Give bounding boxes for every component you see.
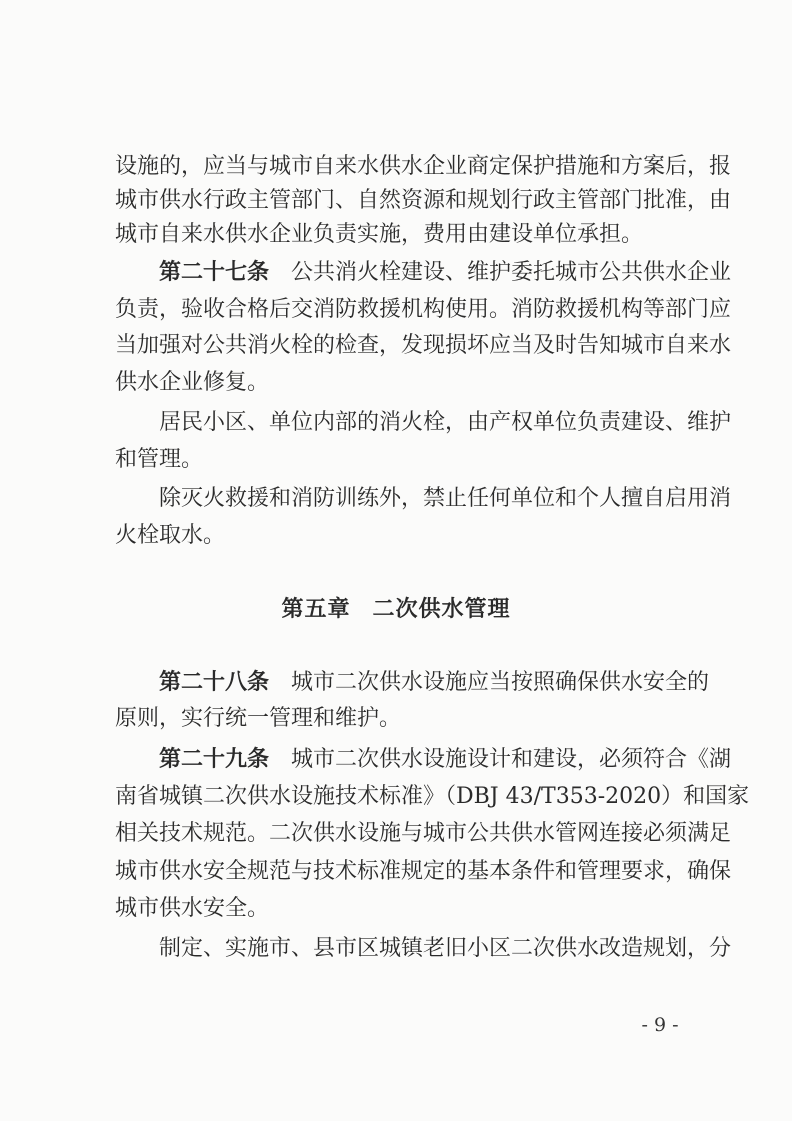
article-29-text: 城市二次供水设施设计和建设，必须符合《湖	[291, 747, 732, 772]
article-27-label: 第二十七条	[159, 260, 270, 285]
text-line: 相关技术规范。二次供水设施与城市公共供水管网连接必须满足	[115, 821, 732, 846]
article-28-text: 城市二次供水设施应当按照确保供水安全的	[291, 670, 710, 695]
text-line: 制定、实施市、县市区城镇老旧小区二次供水改造规划，分	[159, 936, 732, 961]
article-29-first-line	[159, 743, 732, 777]
article-28-first-line	[159, 666, 710, 700]
text-line: 原则，实行统一管理和维护。	[115, 706, 402, 731]
text-line: 居民小区、单位内部的消火栓，由产权单位负责建设、维护	[159, 410, 732, 435]
chapter-number: 第五章	[281, 597, 351, 622]
text-line: 供水企业修复。	[115, 370, 270, 395]
text-line: 南省城镇二次供水设施技术标准》（DBJ 43/T353-2020）和国家	[115, 784, 750, 809]
text-line: 城市供水安全。	[115, 896, 270, 921]
text-line: 城市供水行政主管部门、自然资源和规划行政主管部门批准，由	[115, 188, 732, 213]
text-line: 除灭火救援和消防训练外，禁止任何单位和个人擅自启用消	[159, 486, 732, 511]
article-27-first-line	[159, 256, 732, 290]
text-line: 城市自来水供水企业负责实施，费用由建设单位承担。	[115, 222, 644, 247]
chapter-heading	[0, 593, 792, 627]
text-line: 和管理。	[115, 447, 204, 472]
text-line: 当加强对公共消火栓的检查，发现损坏应当及时告知城市自来水	[115, 333, 732, 358]
article-29-label: 第二十九条	[159, 747, 270, 772]
article-28-label: 第二十八条	[159, 670, 270, 695]
text-line: 火栓取水。	[115, 523, 226, 548]
text-line: 负责，验收合格后交消防救援机构使用。消防救援机构等部门应	[115, 297, 732, 322]
text-line: 城市供水安全规范与技术标准规定的基本条件和管理要求，确保	[115, 859, 732, 884]
article-27-text: 公共消火栓建设、维护委托城市公共供水企业	[291, 260, 732, 285]
page-number: - 9 -	[641, 1014, 679, 1036]
text-line: 设施的，应当与城市自来水供水企业商定保护措施和方案后，报	[115, 154, 732, 179]
chapter-title: 二次供水管理	[372, 597, 511, 622]
